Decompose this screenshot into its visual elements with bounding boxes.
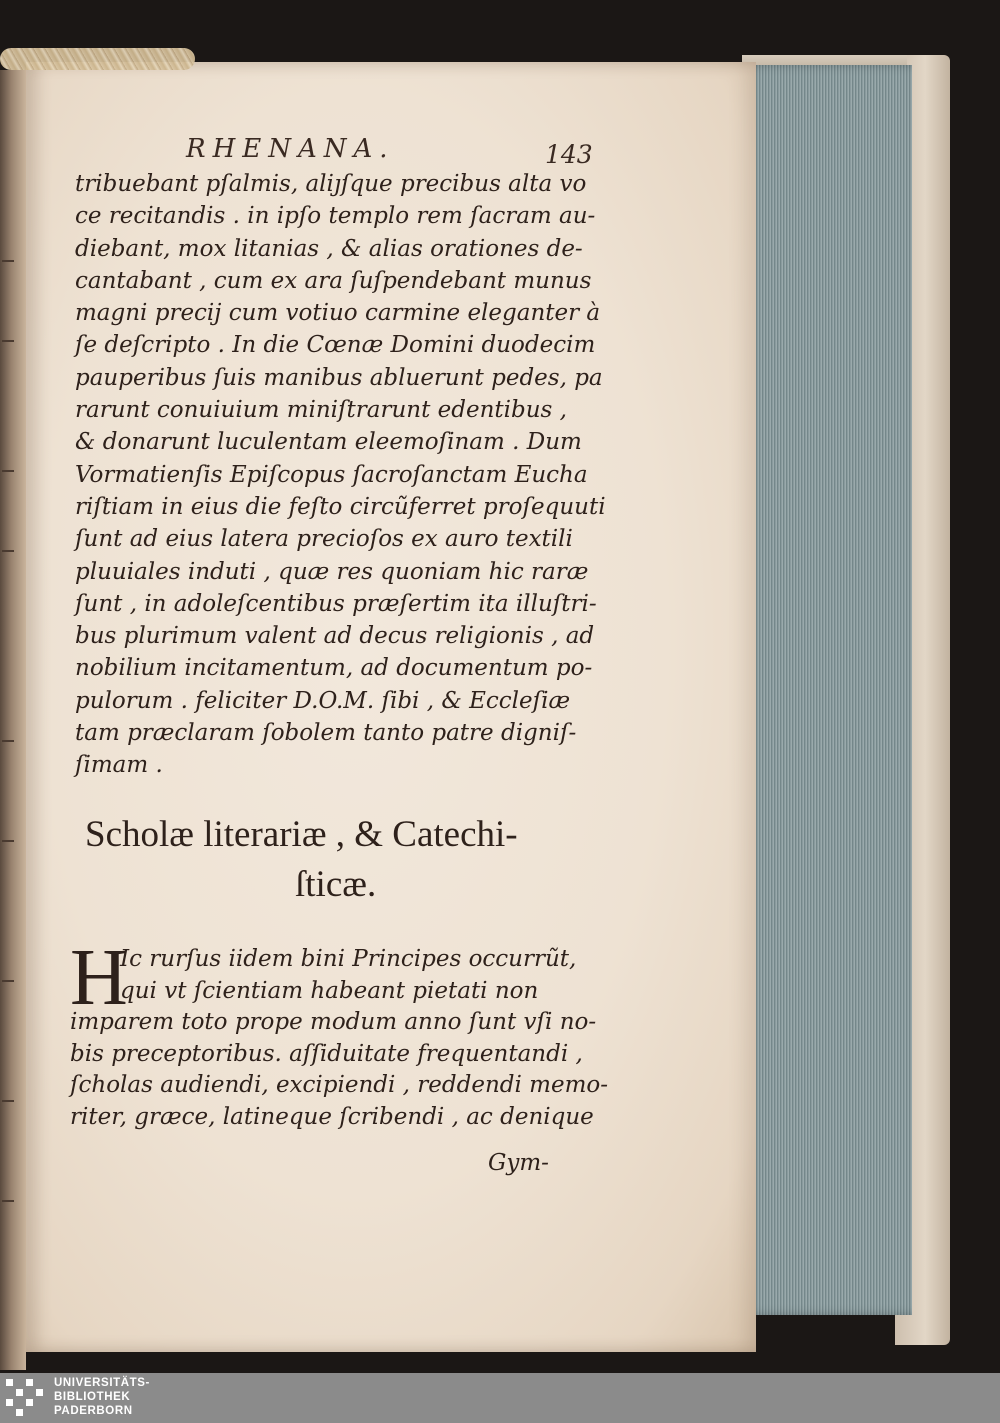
library-name-line: UNIVERSITÄTS- xyxy=(54,1377,150,1389)
library-name-line: BIBLIOTHEK xyxy=(54,1391,131,1403)
text-line: riter, græce, latineque ſcribendi , ac denique xyxy=(70,1103,594,1130)
library-footer xyxy=(0,1373,1000,1423)
text-line: tam præclaram ſobolem tanto patre digniſ- xyxy=(75,720,577,747)
drop-cap: H xyxy=(70,934,128,1022)
facing-page-bleed xyxy=(2,220,16,1320)
text-line: magni precij cum votiuo carmine eleganter à xyxy=(75,300,601,327)
text-line: Vormatienſis Epiſcopus ſacroſanctam Eucha xyxy=(75,461,588,488)
library-name-line: PADERBORN xyxy=(54,1405,133,1417)
section-heading xyxy=(85,810,585,910)
running-head: RHENANA. xyxy=(186,134,395,164)
text-line: bis preceptoribus. aſſiduitate frequentandi , xyxy=(70,1040,583,1067)
page-number: 143 xyxy=(545,140,593,169)
library-name xyxy=(54,1376,150,1418)
body-text xyxy=(75,168,615,782)
page-edges xyxy=(742,65,912,1315)
paragraph-text xyxy=(70,934,610,1133)
library-logo-icon xyxy=(6,1379,44,1419)
catchword: Gym- xyxy=(488,1150,549,1176)
text-line: ſimam . xyxy=(75,752,163,779)
bookmark-cord xyxy=(0,48,195,70)
text-line: ſcholas audiendi, excipiendi , reddendi memo- xyxy=(70,1072,609,1098)
text-line: rarunt conuiuium miniſtrarunt edentibus , xyxy=(75,397,567,424)
text-line: pulorum . feliciter D.O.M. ſibi , & Eccleſiæ xyxy=(75,687,571,714)
section-heading-line: ſticæ. xyxy=(295,864,377,905)
text-line: ce recitandis . in ipſo templo rem ſacram au- xyxy=(75,203,596,230)
text-line: Ic rurſus iidem bini Principes occurrũt, xyxy=(120,946,577,972)
text-line: riſtiam in eius die feſto circũferret proſequuti xyxy=(75,493,606,520)
section-heading-line: Scholæ literariæ , & Catechi- xyxy=(85,814,518,855)
text-line: tribuebant pſalmis, aliȷſque precibus alta vo xyxy=(75,171,587,197)
text-line: ſunt ad eius latera precioſos ex auro textili xyxy=(75,526,573,553)
facing-page-edge xyxy=(0,70,26,1370)
text-line: cantabant , cum ex ara ſuſpendebant munus xyxy=(75,267,592,294)
text-line: & donarunt luculentam eleemoſinam . Dum xyxy=(75,429,582,456)
text-line: diebant, mox litanias , & alias orationes de- xyxy=(75,235,583,262)
text-line: imparem toto prope modum anno ſunt vſi no- xyxy=(70,1009,597,1035)
text-line: nobilium incitamentum, ad documentum po- xyxy=(75,655,593,682)
text-line: qui vt ſcientiam habeant pietati non xyxy=(120,977,539,1004)
text-line: pluuiales induti , quæ res quoniam hic raræ xyxy=(75,558,589,585)
text-line: bus plurimum valent ad decus religionis , ad xyxy=(75,623,595,650)
text-line: ſe deſcripto . In die Cœnæ Domini duodecim xyxy=(75,332,596,359)
text-line: ſunt , in adoleſcentibus præſertim ita illuſtri- xyxy=(75,590,597,617)
text-line: pauperibus ſuis manibus abluerunt pedes, pa xyxy=(75,364,603,391)
